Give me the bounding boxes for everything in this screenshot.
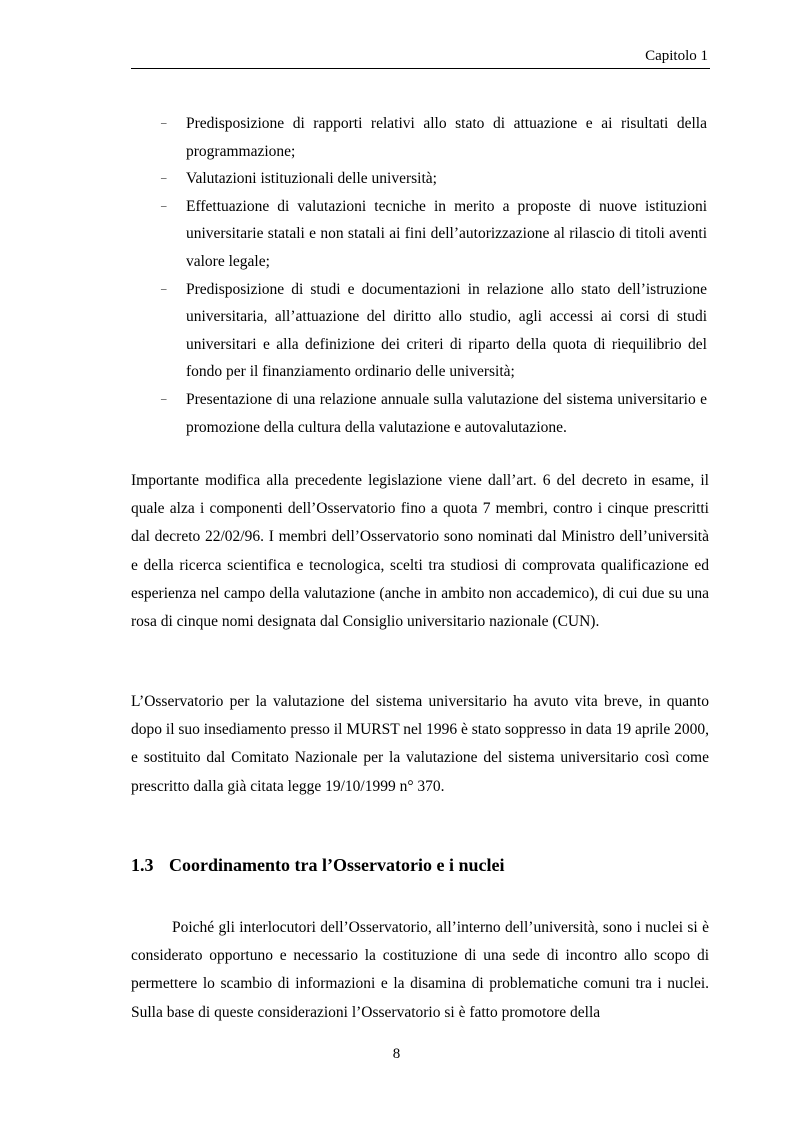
dash-bullet: –: [161, 282, 167, 295]
header-rule: [131, 68, 710, 69]
list-item: [161, 386, 707, 441]
page-number: 8: [392, 1046, 401, 1062]
list-item-text: Predisposizione di studi e documentazioni in relazione allo stato dell’istruzione universitaria, all’attuazione del diritto allo studio, agli accessi ai corsi di studi universitari e alla definizione dei criteri di riparto della quota di riequilibrio del fondo per il finanziamento ordinario delle università;: [186, 280, 707, 381]
paragraph-coordination: Poiché gli interlocutori dell’Osservatorio, all’interno dell’università, sono i nuclei si è considerato opportuno e necessario la costituzione di una sede di incontro allo scopo di permettere lo scambio di informazioni e la disamina di problematiche comuni tra i nuclei. Sulla base di queste considerazioni l’Osservatorio si è fatto promotore della: [131, 919, 709, 1021]
paragraph-article-6: Importante modifica alla precedente legislazione viene dall’art. 6 del decreto in esame, il quale alza i componenti dell’Osservatorio fino a quota 7 membri, contro i cinque prescritti dal decreto 22/02/96. I membri dell’Osservatorio sono nominati dal Ministro dell’università e della ricerca scientifica e tecnologica, scelti tra studiosi di comprovata qualificazione ed esperienza nel campo della valutazione (anche in ambito non accademico), di cui due su una rosa di cinque nomi designata dal Consiglio universitario nazionale (CUN).: [131, 472, 709, 631]
running-header: Capitolo 1: [645, 48, 708, 64]
list-item: [161, 193, 707, 276]
list-item-text: Valutazioni istituzionali delle università;: [186, 170, 437, 188]
paragraph-osservatorio-history: L’Osservatorio per la valutazione del sistema universitario ha avuto vita breve, in quanto dopo il suo insediamento presso il MURST nel 1996 è stato soppresso in data 19 aprile 2000, e sostituito dal Comitato Nazionale per la valutazione del sistema universitario così come prescritto dalla già citata legge 19/10/1999 n° 370.: [131, 693, 709, 795]
list-item-text: Effettuazione di valutazioni tecniche in merito a proposte di nuove istituzioni universitarie statali e non statali ai fini dell’autorizzazione al rilascio di titoli aventi valore legale;: [186, 197, 707, 270]
list-item: [161, 165, 707, 193]
list-item-text: Presentazione di una relazione annuale sulla valutazione del sistema universitario e promozione della cultura della valutazione e autovalutazione.: [186, 390, 707, 436]
dash-bullet: –: [161, 172, 167, 185]
dash-bullet: –: [161, 117, 167, 129]
list-item-text: Predisposizione di rapporti relativi allo stato di attuazione e ai risultati della programmazione;: [186, 115, 707, 160]
section-heading: [131, 855, 504, 876]
section-title: Coordinamento tra l’Osservatorio e i nuclei: [169, 855, 505, 875]
dash-bullet: –: [161, 392, 167, 405]
section-number: 1.3: [131, 855, 154, 875]
list-item: [161, 110, 707, 165]
dash-bullet: –: [161, 199, 167, 212]
bullet-list: [161, 110, 707, 441]
list-item: [161, 276, 707, 386]
